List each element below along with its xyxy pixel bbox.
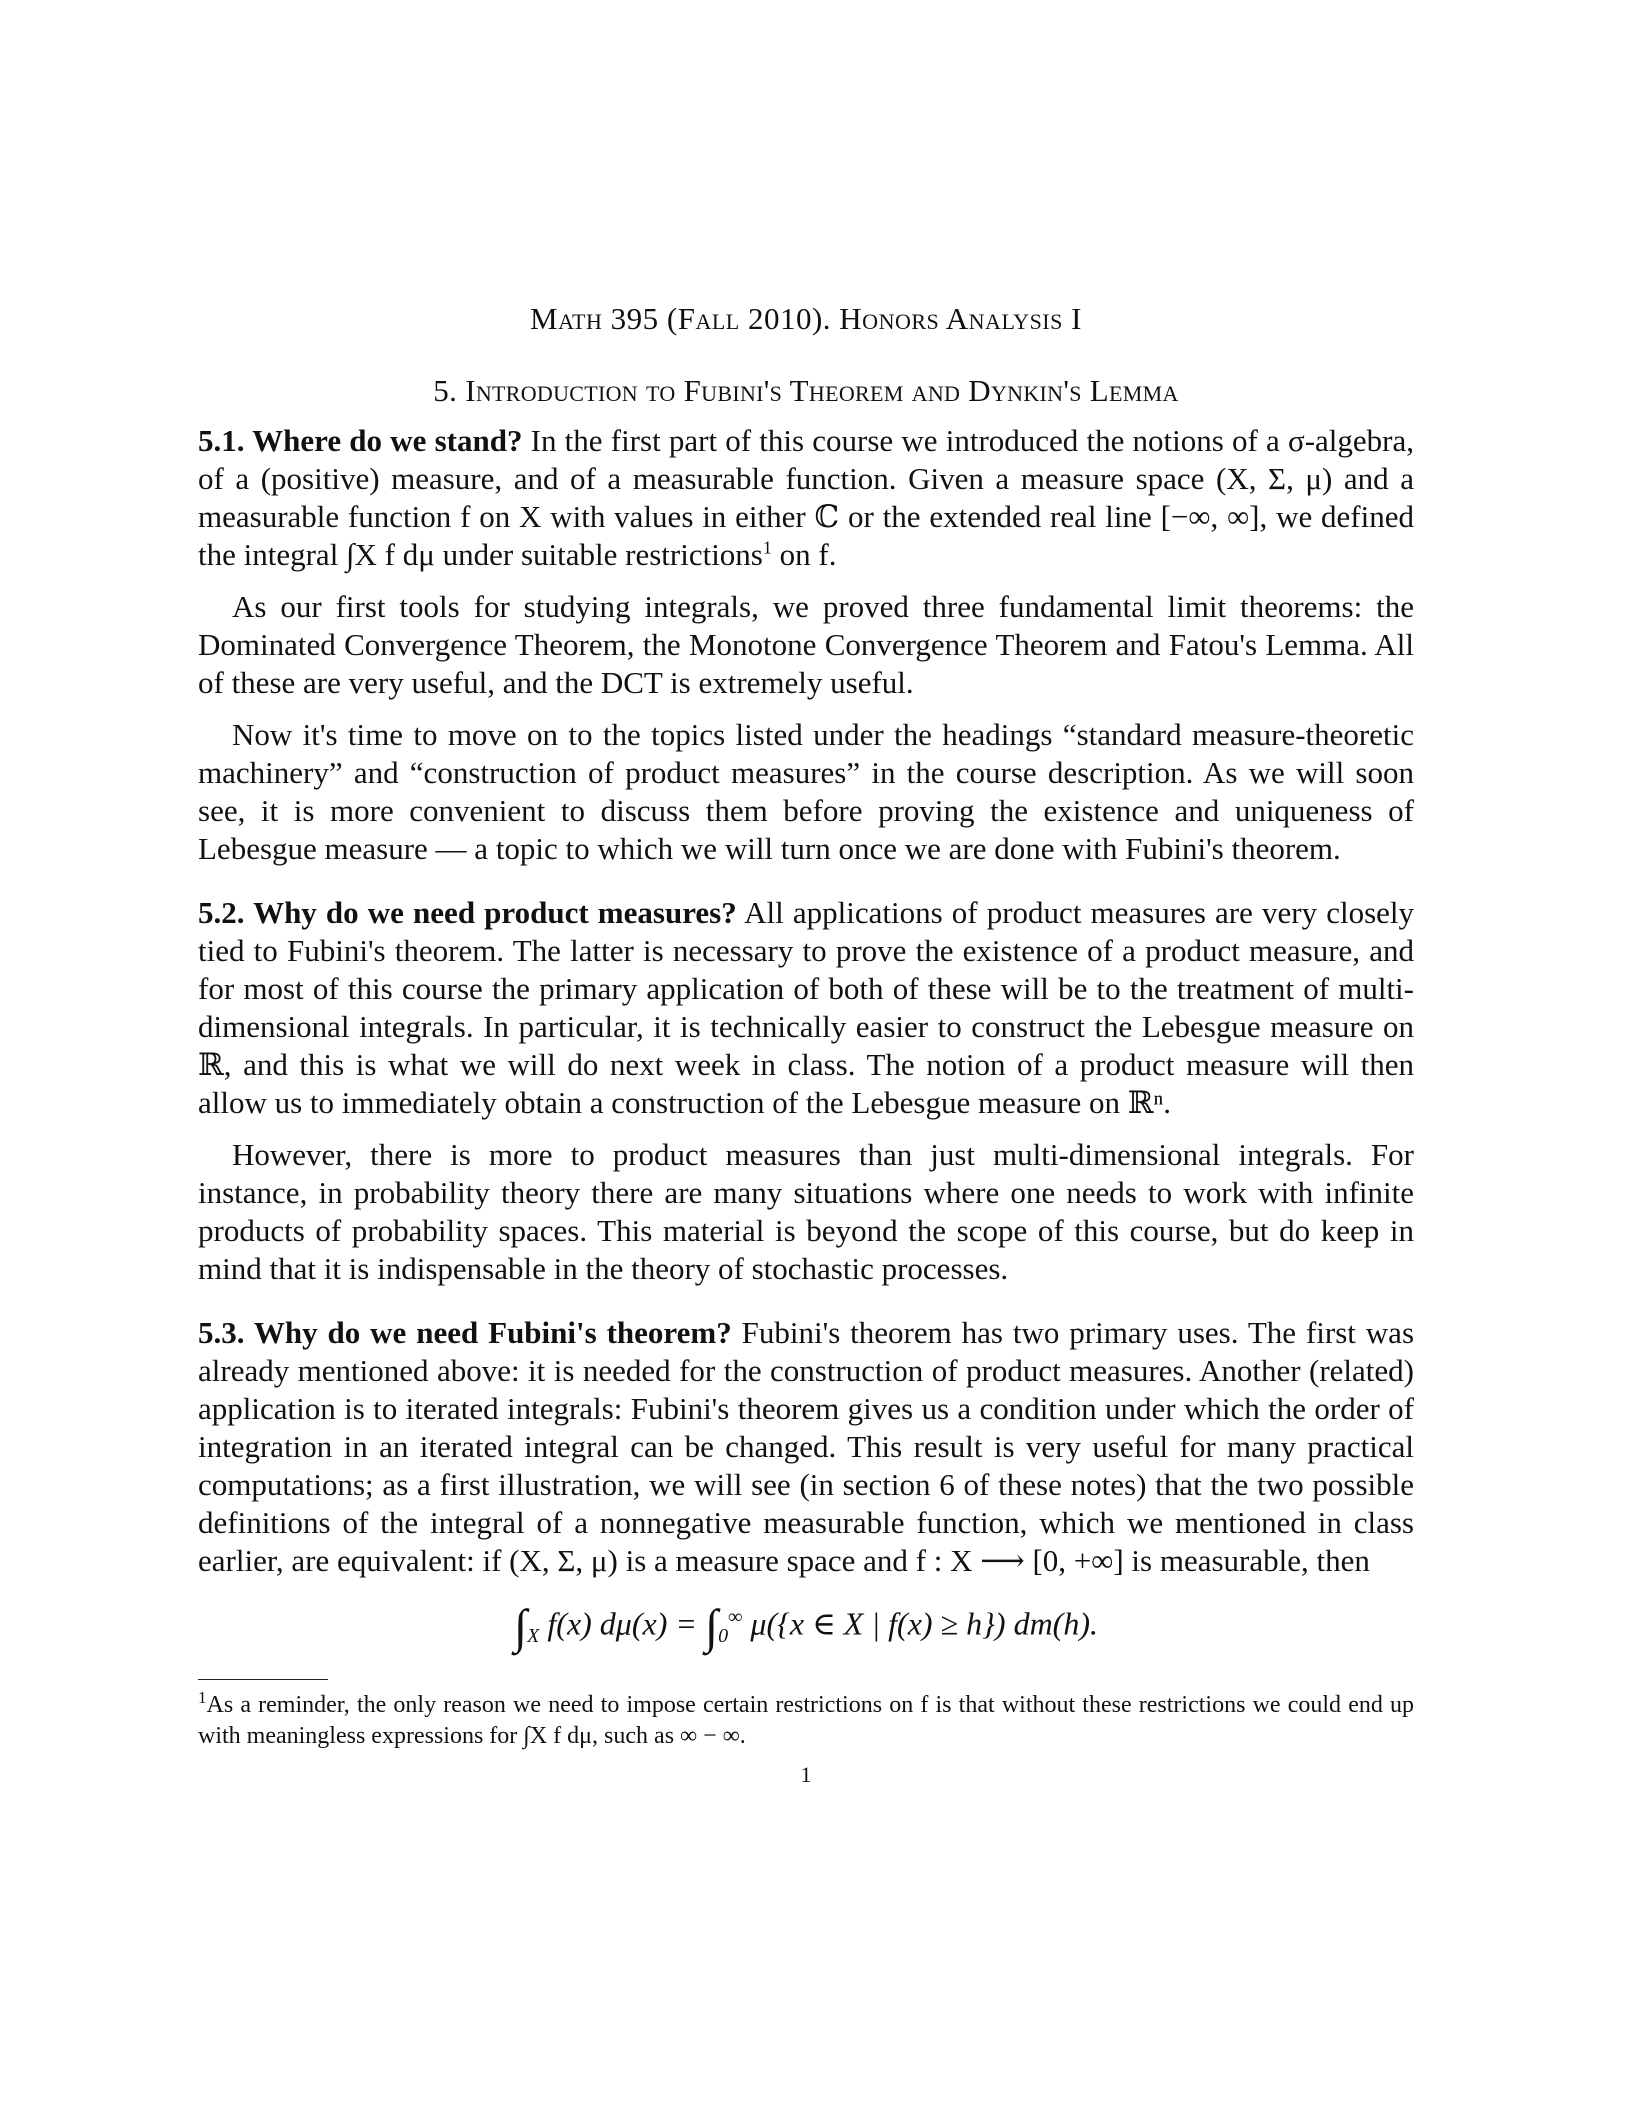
section-5-2-lead <box>198 894 1414 1122</box>
equation-rhs: μ({x ∈ X | f(x) ≥ h}) dm(h). <box>750 1605 1098 1642</box>
section-5-3 <box>198 1314 1414 1580</box>
section-heading: 5.1. Where do we stand? <box>198 423 523 458</box>
equation-lhs: f(x) dμ(x) = <box>547 1605 697 1642</box>
chapter-title: 5. Introduction to Fubini's Theorem and Dynkin's Lemma <box>433 373 1179 408</box>
integral-subscript: X <box>527 1625 540 1648</box>
footnote-mark: 1 <box>198 1688 207 1708</box>
footnote-reference[interactable]: 1 <box>762 537 772 558</box>
section-5-2 <box>198 894 1414 1288</box>
section-text: In the first part of this course we introduced the notions of a σ-algebra, of a (positive) measure, and of a measurable function. Given a measure space (X, Σ, μ) and a measurable function f on X with values in either ℂ or the extended real line [−∞, ∞], we defined the integral ∫X f dμ under suitable restrictions <box>198 423 1415 572</box>
integral-sign: ∫ <box>514 1600 528 1654</box>
paragraph: Now it's time to move on to the topics listed under the headings “standard measure-theoretic machinery” and “construction of product measures” in the course description. As we will soon see, it is more convenient to discuss them before proving the existence and uniqueness of Lebesgue measure — a topic to which we will turn once we are done with Fubini's theorem. <box>198 717 1414 866</box>
section-5-3-lead <box>198 1314 1414 1580</box>
footnote <box>198 1690 1414 1752</box>
integral-upper-limit: ∞ <box>728 1606 743 1628</box>
paragraph: However, there is more to product measures than just multi-dimensional integrals. For instance, in probability theory there are many situations where one needs to work with infinite products of probability spaces. This material is beyond the scope of this course, but do keep in mind that it is indispensable in the theory of stochastic processes. <box>198 1137 1414 1286</box>
page-number: 1 <box>800 1762 812 1788</box>
section-5-1 <box>198 422 1414 868</box>
section-text-tail: on f. <box>771 537 837 572</box>
integral-sign: ∫ <box>704 1600 719 1654</box>
section-text: Fubini's theorem has two primary uses. The first was already mentioned above: it is needed for the construction of product measures. Another (related) application is to iterated integrals: Fubini's theorem gives us a condition under which the order of integration in an iterated integral can be changed. This result is very useful for many practical computations; as a first illustration, we will see (in section 6 of these notes) that the two possible definitions of the integral of a nonnegative measurable function, which we mentioned in class earlier, are equivalent: if (X, Σ, μ) is a measure space and f : X ⟶ [0, +∞] is measurable, then <box>198 1315 1415 1578</box>
section-text: All applications of product measures are very closely tied to Fubini's theorem. The latter is necessary to prove the existence of a product measure, and for most of this course the primary application of both of these will be to the treatment of multi-dimensional integrals. In particular, it is technically easier to construct the Lebesgue measure on ℝ, and this is what we will do next week in class. The notion of a product measure will then allow us to immediately obtain a construction of the Lebesgue measure on ℝⁿ. <box>198 895 1414 1120</box>
document-title: Math 395 (Fall 2010). Honors Analysis I <box>530 301 1082 336</box>
integral-lower-limit: 0 <box>718 1625 729 1648</box>
footnote-rule <box>198 1679 328 1680</box>
section-heading: 5.3. Why do we need Fubini's theorem? <box>198 1315 732 1350</box>
display-equation <box>198 1598 1414 1655</box>
section-heading: 5.2. Why do we need product measures? <box>198 895 737 930</box>
footnote-text: As a reminder, the only reason we need to impose certain restrictions on f is that without these restrictions we could end up with meaningless expressions for ∫X f dμ, such as ∞ − ∞. <box>198 1692 1414 1750</box>
section-5-1-lead <box>198 422 1414 574</box>
paragraph: As our first tools for studying integrals, we proved three fundamental limit theorems: the Dominated Convergence Theorem, the Monotone Convergence Theorem and Fatou's Lemma. All of these are very useful, and the DCT is extremely useful. <box>198 589 1414 700</box>
page-content <box>198 300 1414 1794</box>
